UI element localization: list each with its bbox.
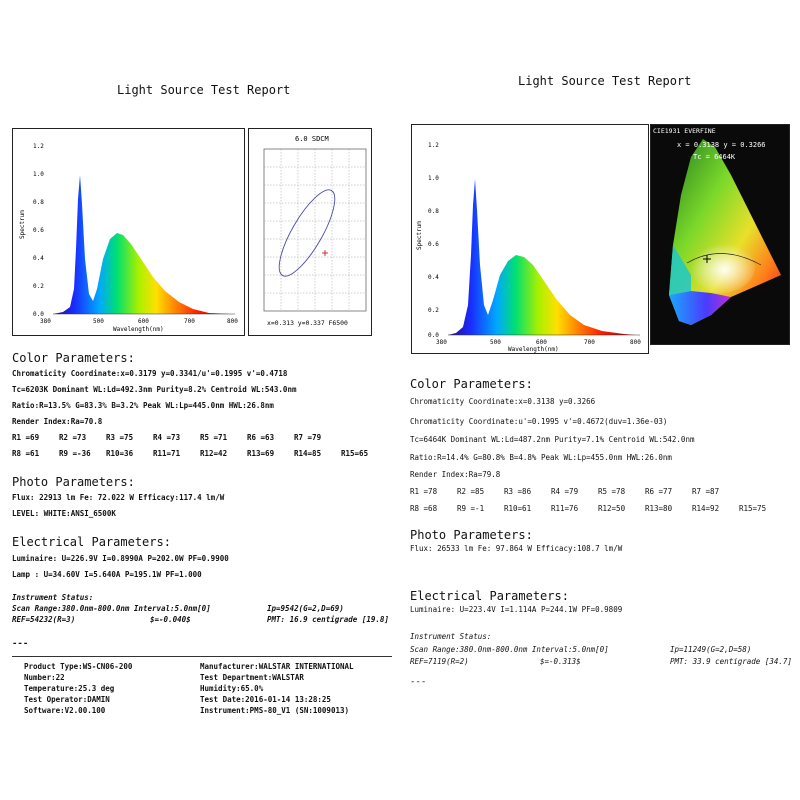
left-elec-title: Electrical Parameters: xyxy=(12,535,171,549)
cie-tc: Tc = 6464K xyxy=(693,153,736,161)
r-value: R4 =73 xyxy=(153,433,181,442)
y-tick: 0.2 xyxy=(428,307,439,314)
r-value: R9 =-1 xyxy=(457,504,485,513)
left-r-row-1 xyxy=(12,434,382,444)
right-cie-svg xyxy=(651,125,789,344)
right-photo-title: Photo Parameters: xyxy=(410,528,533,542)
r-value: R5 =71 xyxy=(200,433,228,442)
r-value: R7 =87 xyxy=(692,487,720,496)
r-value: R3 =86 xyxy=(504,487,532,496)
footer-test-date: Test Date:2016-01-14 13:28:25 xyxy=(200,695,331,704)
footer-number: Number:22 xyxy=(24,673,65,682)
r-value: R1 =69 xyxy=(12,433,40,442)
left-dashes: --- xyxy=(12,639,29,649)
right-spectrum-yticks xyxy=(428,142,439,339)
x-tick: 700 xyxy=(584,339,595,346)
right-color-line-4: Ratio:R=14.4% G=80.8% B=4.8% Peak WL:Lp=455.0nm HWL:26.0nm xyxy=(410,453,672,462)
left-color-line-3: Ratio:R=13.5% G=83.3% B=3.2% Peak WL:Lp=445.0nm HWL:26.8nm xyxy=(12,401,274,410)
left-color-line-4: Render Index:Ra=70.8 xyxy=(12,417,103,426)
right-inst-pmt: PMT: 33.9 centigrade [34.7] xyxy=(670,657,792,666)
right-elec-title: Electrical Parameters: xyxy=(410,589,569,603)
x-tick: 800 xyxy=(630,339,641,346)
left-spectrum-yticks xyxy=(33,143,44,318)
y-tick: 0.2 xyxy=(33,283,44,290)
footer-product-type: Product Type:WS-CN06-200 xyxy=(24,662,133,671)
left-spectrum-curve xyxy=(53,175,231,314)
r-value: R12=42 xyxy=(200,449,228,458)
r-value: R12=50 xyxy=(598,504,626,513)
x-tick: 500 xyxy=(490,339,501,346)
r-value: R10=36 xyxy=(106,449,134,458)
r-value: R2 =85 xyxy=(457,487,485,496)
footer-software: Software:V2.00.100 xyxy=(24,706,106,715)
r-value: R14=85 xyxy=(294,449,322,458)
right-inst-title: Instrument Status: xyxy=(410,632,492,641)
right-dashes: --- xyxy=(410,677,427,687)
r-value: R13=80 xyxy=(645,504,673,513)
y-tick: 0.0 xyxy=(428,332,439,339)
r-value: R7 =79 xyxy=(294,433,322,442)
right-spectrum-svg xyxy=(412,125,648,353)
r-value: R8 =61 xyxy=(12,449,40,458)
footer-operator: Test Operator:DAMIN xyxy=(24,695,110,704)
r-value: R14=92 xyxy=(692,504,720,513)
y-tick: 0.0 xyxy=(33,311,44,318)
left-sdcm-chart xyxy=(248,128,372,336)
right-spectrum-curve xyxy=(448,179,636,335)
left-inst-ref: REF=54232(R=3) xyxy=(12,615,76,624)
left-inst-line-1: Scan Range:380.0nm-800.0nm Interval:5.0nm[0] xyxy=(12,604,211,613)
left-color-line-2: Tc=6203K Dominant WL:Ld=492.3nm Purity=8.2% Centroid WL:543.0nm xyxy=(12,385,297,394)
x-tick: 380 xyxy=(436,339,447,346)
right-photo-line-1: Flux: 26533 lm Fe: 97.864 W Efficacy:108.7 lm/W xyxy=(410,544,623,553)
r-value: R6 =63 xyxy=(247,433,275,442)
left-elec-line-1: Luminaire: U=226.9V I=0.8990A P=202.0W PF=0.9900 xyxy=(12,554,229,563)
right-inst-ip: Ip=11249(G=2,D=58) xyxy=(670,645,752,654)
r-value: R2 =73 xyxy=(59,433,87,442)
left-report-title: Light Source Test Report xyxy=(117,83,291,97)
r-value: R9 =-36 xyxy=(59,449,91,458)
footer-department: Test Department:WALSTAR xyxy=(200,673,304,682)
r-value: R1 =78 xyxy=(410,487,438,496)
right-inst-offset: $=-0.313$ xyxy=(540,657,581,666)
right-color-line-3: Tc=6464K Dominant WL:Ld=487.2nm Purity=7.1% Centroid WL:542.0nm xyxy=(410,435,695,444)
right-color-title: Color Parameters: xyxy=(410,377,533,391)
r-value: R4 =79 xyxy=(551,487,579,496)
y-tick: 1.0 xyxy=(33,171,44,178)
right-report-title: Light Source Test Report xyxy=(518,74,692,88)
left-color-title: Color Parameters: xyxy=(12,351,135,365)
left-r-row-2 xyxy=(12,450,382,460)
r-value: R8 =68 xyxy=(410,504,438,513)
r-value: R6 =77 xyxy=(645,487,673,496)
r-value: R11=76 xyxy=(551,504,579,513)
cie-coords: x = 0.3138 y = 0.3266 xyxy=(677,141,766,149)
cie-title: CIE1931 EVERFINE xyxy=(653,127,716,135)
left-photo-line-2: LEVEL: WHITE:ANSI_6500K xyxy=(12,509,116,518)
r-value: R15=75 xyxy=(739,504,767,513)
r-value: R5 =78 xyxy=(598,487,626,496)
left-inst-offset: $=-0.040$ xyxy=(150,615,191,624)
right-spectrum-chart xyxy=(411,124,649,354)
left-inst-title: Instrument Status: xyxy=(12,593,94,602)
right-color-line-5: Render Index:Ra=79.8 xyxy=(410,470,501,479)
y-tick: 1.0 xyxy=(428,175,439,182)
left-footer xyxy=(12,656,392,723)
left-spectrum-ylabel: Spectrum xyxy=(19,210,26,239)
left-spectrum-xlabel: Wavelength(nm) xyxy=(113,326,164,333)
left-spectrum-chart xyxy=(12,128,245,336)
r-value: R11=71 xyxy=(153,449,181,458)
x-tick: 500 xyxy=(93,318,104,325)
right-spectrum-xticks xyxy=(436,339,641,346)
y-tick: 0.4 xyxy=(33,255,44,262)
r-value: R3 =75 xyxy=(106,433,134,442)
left-inst-pmt: PMT: 16.9 centigrade [19.8] xyxy=(267,615,389,624)
y-tick: 1.2 xyxy=(428,142,439,149)
footer-humidity: Humidity:65.0% xyxy=(200,684,264,693)
x-tick: 600 xyxy=(536,339,547,346)
right-inst-ref: REF=7119(R=2) xyxy=(410,657,469,666)
y-tick: 1.2 xyxy=(33,143,44,150)
left-sdcm-svg xyxy=(249,129,371,335)
sdcm-title: 6.0 SDCM xyxy=(295,135,329,143)
r-value: R13=69 xyxy=(247,449,275,458)
sdcm-readout: x=0.313 y=0.337 F6500 xyxy=(267,319,348,327)
right-color-line-2: Chromaticity Coordinate:u'=0.1995 v'=0.4672(duv=1.36e-03) xyxy=(410,417,668,426)
y-tick: 0.8 xyxy=(428,208,439,215)
left-spectrum-svg xyxy=(13,129,244,335)
right-r-row-2 xyxy=(410,505,790,515)
right-elec-line-1: Luminaire: U=223.4V I=1.114A P=244.1W PF=0.9809 xyxy=(410,605,623,614)
y-tick: 0.4 xyxy=(428,274,439,281)
right-cie-chart xyxy=(650,124,790,345)
x-tick: 380 xyxy=(40,318,51,325)
footer-instrument: Instrument:PMS-80_V1 (SN:1009013) xyxy=(200,706,350,715)
right-r-row-1 xyxy=(410,488,790,498)
right-spectrum-xlabel: Wavelength(nm) xyxy=(508,346,559,353)
y-tick: 0.6 xyxy=(428,241,439,248)
left-inst-ip: Ip=9542(G=2,D=69) xyxy=(267,604,344,613)
left-elec-line-2: Lamp : U=34.60V I=5.640A P=195.1W PF=1.000 xyxy=(12,570,202,579)
left-photo-title: Photo Parameters: xyxy=(12,475,135,489)
x-tick: 700 xyxy=(184,318,195,325)
r-value: R15=65 xyxy=(341,449,369,458)
right-spectrum-ylabel: Spectrum xyxy=(416,221,423,250)
footer-manufacturer: Manufacturer:WALSTAR INTERNATIONAL xyxy=(200,662,354,671)
left-color-line-1: Chromaticity Coordinate:x=0.3179 y=0.3341/u'=0.1995 v'=0.4718 xyxy=(12,369,288,378)
x-tick: 800 xyxy=(227,318,238,325)
footer-temperature: Temperature:25.3 deg xyxy=(24,684,115,693)
y-tick: 0.6 xyxy=(33,227,44,234)
x-tick: 600 xyxy=(138,318,149,325)
right-color-line-1: Chromaticity Coordinate:x=0.3138 y=0.3266 xyxy=(410,397,596,406)
left-spectrum-xticks xyxy=(40,318,238,325)
r-value: R10=61 xyxy=(504,504,532,513)
left-photo-line-1: Flux: 22913 lm Fe: 72.022 W Efficacy:117.4 lm/W xyxy=(12,493,225,502)
y-tick: 0.8 xyxy=(33,199,44,206)
right-inst-line-1: Scan Range:380.0nm-800.0nm Interval:5.0nm[0] xyxy=(410,645,609,654)
